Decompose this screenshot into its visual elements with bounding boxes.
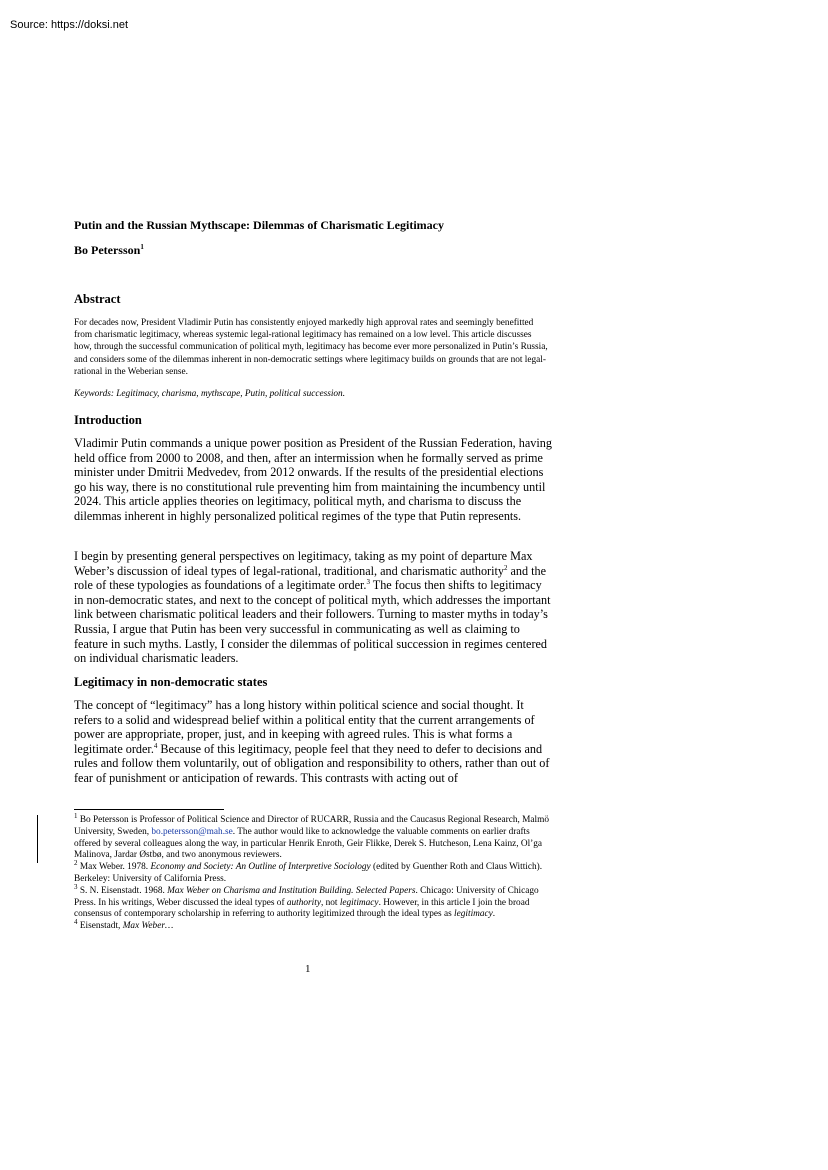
- intro-p2-text-b: and the role of these typologies as foundations of a legitimate order.: [74, 563, 547, 593]
- footnote-1-text-a: Bo Petersson is Professor of Political Science and Director of RUCARR, Russia and the Caucasus Regional Research, Malmö University, Sweden,: [74, 815, 549, 837]
- footnote-3: [74, 882, 556, 921]
- footnote-3-text-b: . Chicago: University of Chicago Press. In his writings, Weber discussed the ideal types of: [74, 885, 539, 908]
- footnote-2-book-title: Economy and Society: An Outline of Interpretive Sociology: [150, 862, 371, 873]
- author-footnote-marker[interactable]: 1: [140, 243, 144, 251]
- footnote-3-number: 3: [74, 882, 78, 891]
- footnote-3-text-a: S. N. Eisenstadt. 1968.: [77, 885, 168, 896]
- author-email-link[interactable]: bo.petersson@mah.se: [151, 826, 233, 837]
- intro-p2-text-c: The focus then shifts to legitimacy in non-democratic states, and next to the concept of political myth, which addresses the important link between charismatic political leaders and their followers. Turning to master myths in today’s Russia, I argue that Putin has been very successful in communicating as well as claiming to feature in such myths. Lastly, I consider the dilemmas of political succession in regimes centered on individual charismatic leaders.: [74, 578, 551, 666]
- article-title: Putin and the Russian Mythscape: Dilemmas of Charismatic Legitimacy: [74, 218, 444, 232]
- footnotes: [74, 811, 556, 933]
- source-label: Source: https://doksi.net: [10, 19, 129, 31]
- author-name: Bo Petersson: [74, 243, 141, 257]
- footnote-3-italic-authority: authority: [286, 897, 321, 908]
- article-author: [74, 243, 144, 258]
- footnote-4-text-a: Eisenstadt,: [77, 921, 123, 932]
- abstract-heading: Abstract: [74, 292, 121, 306]
- revision-bar: [37, 815, 38, 863]
- intro-p2-text-a: I begin by presenting general perspectives on legitimacy, taking as my point of departure Max Weber’s discussion of ideal types of legal-rational, traditional, and charismatic authority: [74, 549, 533, 578]
- legit-p1-text-b: Because of this legitimacy, people feel that they need to defer to decisions and rules and follow them voluntarily, out of obligation and responsibility to others, rather than out of fear of punishment or anticipation of rewards. This contrasts with acting out of: [74, 741, 550, 785]
- intro-paragraph-2: [74, 549, 552, 666]
- footnote-3-text-d: . However, in this article I join the broad consensus of contemporary scholarship in referring to authority legitimized through the ideal types as: [74, 897, 530, 920]
- footnote-1-number: 1: [74, 811, 78, 820]
- footnote-marker-3[interactable]: 3: [366, 578, 370, 587]
- footnote-2-text-a: Max Weber. 1978.: [77, 862, 151, 873]
- page-number: 1: [305, 963, 311, 975]
- footnote-1-text-b: . The author would like to acknowledge the valuable comments on earlier drafts offered by several colleagues along the way, in particular Henrik Enroth, Geir Flikke, Derek S. Hutcheson, Lena Kainz, Ol’ga Malinova, Jardar Østbø, and two anonymous reviewers.: [74, 826, 543, 861]
- footnote-separator: [74, 809, 224, 810]
- legit-p1-text-a: The concept of “legitimacy” has a long history within political science and social thought. It refers to a solid and widespread belief within a political entity that the current arrangements of power are appropriate, proper, just, and in keeping with agreed rules. This is what forms a legitimate order.: [74, 698, 535, 756]
- footnote-2-text-b: (edited by Guenther Roth and Claus Wittich). Berkeley: University of California Press.: [74, 862, 543, 884]
- footnote-3-text-e: .: [492, 909, 496, 920]
- footnote-3-italic-legitimacy: legitimacy: [339, 897, 379, 908]
- footnote-3-book-title: Max Weber on Charisma and Institution Building. Selected Papers: [167, 885, 416, 896]
- footnote-3-text-c: , not: [320, 897, 340, 908]
- footnote-4: [74, 918, 556, 933]
- footnote-4-number: 4: [74, 918, 78, 927]
- keywords: Keywords: Legitimacy, charisma, mythscape, Putin, political succession.: [74, 389, 346, 399]
- footnote-marker-4[interactable]: 4: [153, 741, 158, 750]
- footnote-3-italic-legitimacy-2: legitimacy: [454, 909, 493, 920]
- intro-paragraph-1: Vladimir Putin commands a unique power position as President of the Russian Federation, having held office from 2000 to 2008, and then, after an intermission when he formally served as prime minister under Dmitrii Medvedev, from 2012 onwards. If the results of the presidential elections go his way, there is no constitutional rule preventing him from maintaining the incumbency until 2024. This article applies theories on legitimacy, political myth, and charisma to discuss the dilemmas inherent in highly personalized political regimes of the type that Putin represents.: [74, 436, 552, 523]
- footnote-marker-2[interactable]: 2: [503, 563, 508, 572]
- legitimacy-heading: Legitimacy in non-democratic states: [74, 675, 268, 689]
- introduction-heading: Introduction: [74, 413, 142, 427]
- footnote-2-number: 2: [74, 859, 78, 868]
- legitimacy-paragraph-1: [74, 698, 552, 786]
- footnote-2: [74, 859, 556, 886]
- footnote-4-book-title: Max Weber…: [122, 921, 174, 932]
- footnote-1: [74, 811, 556, 862]
- abstract-text: For decades now, President Vladimir Putin has consistently enjoyed markedly high approval rates and seemingly benefitted from charismatic legitimacy, whereas systemic legal-rational legitimacy has remained on a low level. This article discusses how, through the successful communication of political myth, legitimacy has become ever more personalized in Putin’s Russia, and considers some of the dilemmas inherent in non-democratic settings where legitimacy builds on grounds that are not legal-rational in the Weberian sense.: [74, 318, 548, 377]
